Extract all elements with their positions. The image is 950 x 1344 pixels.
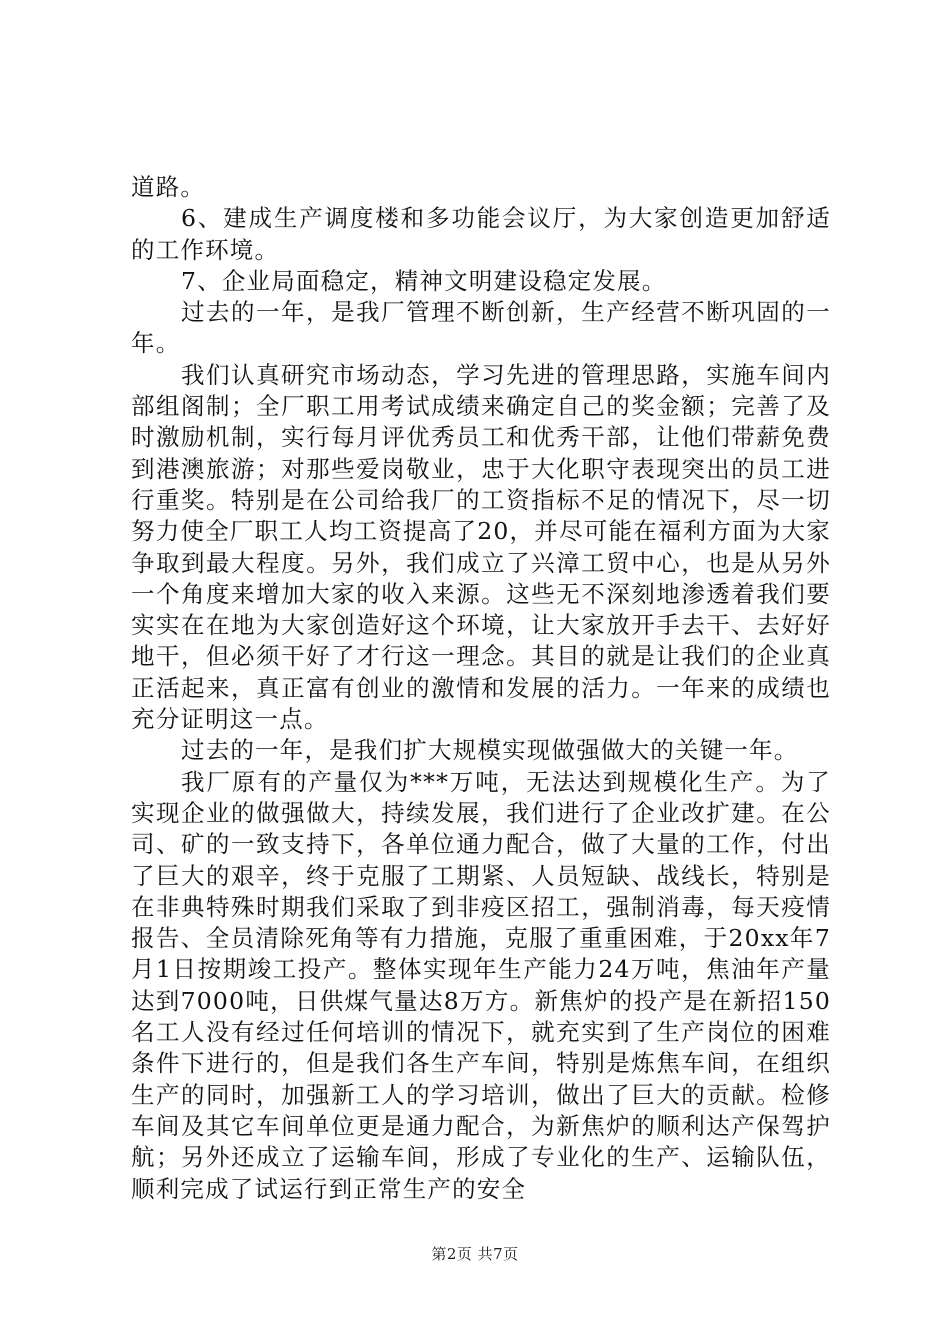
paragraph-expansion-detail: 我厂原有的产量仅为***万吨，无法达到规模化生产。为了实现企业的做强做大，持续发展，我们进行了企业改扩建。在公司、矿的一致支持下，各单位通力配合，做了大量的工作，付出了巨大的艰辛，终于克服了工期紧、人员短缺、战线长，特别是在非典特殊时期我们采取了到非疫区招工，强制消毒，每天疫情报告、全员清除死角等有力措施，克服了重重困难，于20xx年7月1日按期竣工投产。整体实现年生产能力24万吨，焦油年产量达到7000吨，日供煤气量达8万方。新焦炉的投产是在新招150名工人没有经过任何培训的情况下，就充实到了生产岗位的困难条件下进行的，但是我们各生产车间，特别是炼焦车间，在组织生产的同时，加强新工人的学习培训，做出了巨大的贡献。检修车间及其它车间单位更是通力配合，为新焦炉的顺利达产保驾护航；另外还成立了运输车间，形成了专业化的生产、运输队伍，顺利完成了试运行到正常生产的安全: [131, 767, 831, 1203]
paragraph-continuation: 道路。: [131, 173, 206, 201]
paragraph-item-7: 7、企业局面稳定，精神文明建设稳定发展。: [181, 266, 667, 295]
paragraph-management-summary: 过去的一年，是我厂管理不断创新，生产经营不断巩固的一年。: [131, 298, 831, 358]
paragraph-item-6: 6、建成生产调度楼和多功能会议厅，为大家创造更加舒适的工作环境。: [131, 204, 831, 264]
page-footer: 第2页 共7页: [431, 1245, 519, 1263]
paragraph-expansion-summary: 过去的一年，是我们扩大规模实现做强做大的关键一年。: [181, 736, 799, 765]
document-body: [131, 172, 831, 1205]
paragraph-management-detail: 我们认真研究市场动态，学习先进的管理思路，实施车间内部组阁制；全厂职工用考试成绩来确定自己的奖金额；完善了及时激励机制，实行每月评优秀员工和优秀干部，让他们带薪免费到港澳旅游；对那些爱岗敬业，忠于大化职守表现突出的员工进行重奖。特别是在公司给我厂的工资指标不足的情况下，尽一切努力使全厂职工人均工资提高了20，并尽可能在福利方面为大家争取到最大程度。另外，我们成立了兴漳工贸中心，也是从另外一个角度来增加大家的收入来源。这些无不深刻地渗透着我们要实实在在地为大家创造好这个环境，让大家放开手去干、去好好地干，但必须干好了才行这一理念。其目的就是让我们的企业真正活起来，真正富有创业的激情和发展的活力。一年来的成绩也充分证明这一点。: [131, 360, 831, 734]
